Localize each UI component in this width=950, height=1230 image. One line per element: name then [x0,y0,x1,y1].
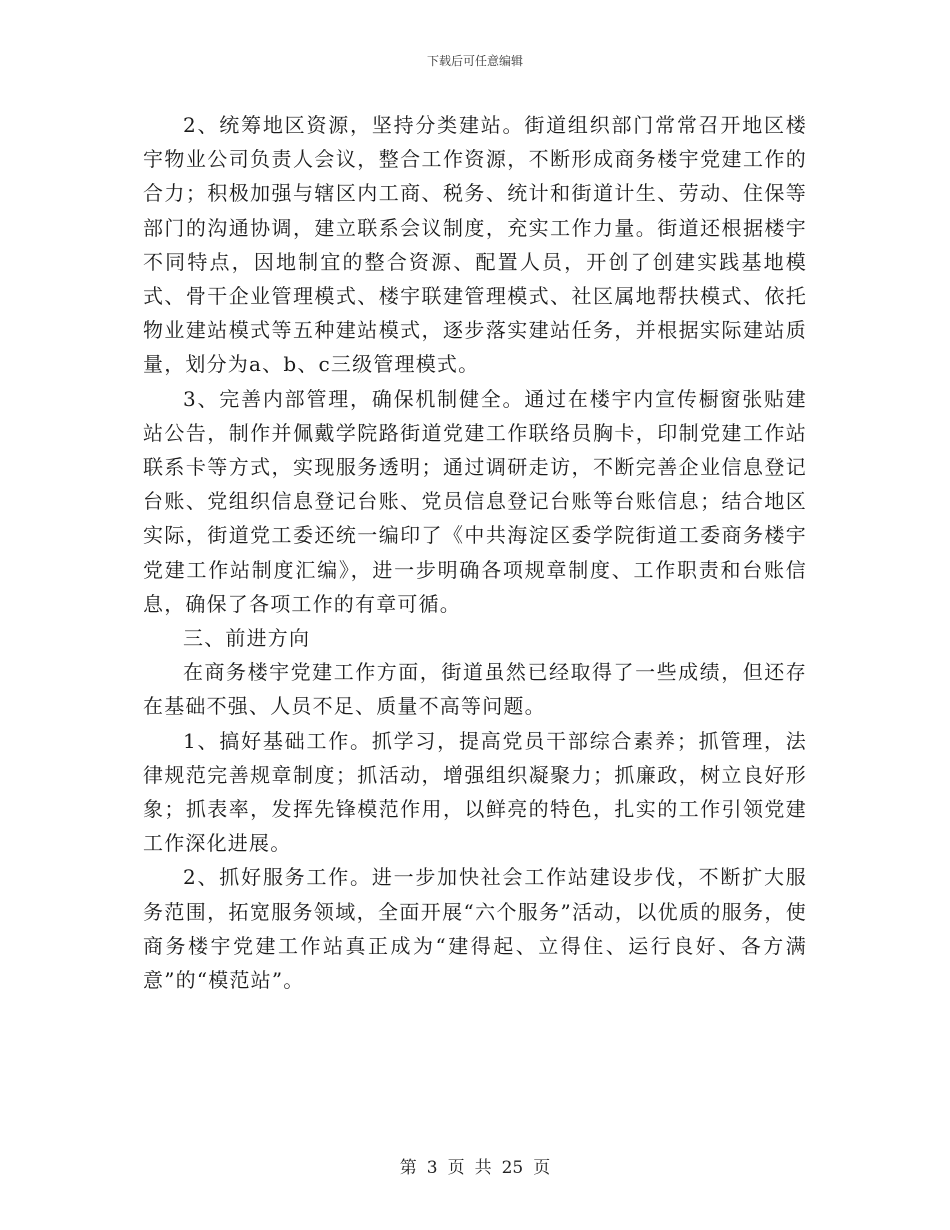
page-footer [0,1153,950,1178]
paragraph-service-work: 2、抓好服务工作。进一步加快社会工作站建设步伐，不断扩大服务范围，拓宽服务领域，全面开展“六个服务”活动，以优质的服务，使商务楼宇党建工作站真正成为“建得起、立得住、运行良好、各方满意”的“模范站”。 [143,865,807,993]
footer-page-label: 第 [399,1158,417,1178]
footer-total-pages: 25 [501,1158,524,1178]
footer-page-number: 3 [426,1158,438,1178]
footer-total-unit: 页 [533,1158,551,1178]
footer-total-label: 共 [474,1158,492,1178]
paragraph-resource-coordination: 2、统筹地区资源，坚持分类建站。街道组织部门常常召开地区楼宇物业公司负责人会议，整合工作资源，不断形成商务楼宇党建工作的合力；积极加强与辖区内工商、税务、统计和街道计生、劳动、住保等部门的沟通协调，建立联系会议制度，充实工作力量。街道还根据楼宇不同特点，因地制宜的整合资源、配置人员，开创了创建实践基地模式、骨干企业管理模式、楼宇联建管理模式、社区属地帮扶模式、依托物业建站模式等五种建站模式，逐步落实建站任务，并根据实际建站质量，划分为a、b、c三级管理模式。 [143,113,807,377]
page-header: 下载后可任意编辑 [426,54,523,68]
paragraph-internal-management: 3、完善内部管理，确保机制健全。通过在楼宇内宣传橱窗张贴建站公告，制作并佩戴学院路街道党建工作联络员胸卡，印制党建工作站联系卡等方式，实现服务透明；通过调研走访，不断完善企业信息登记台账、党组织信息登记台账、党员信息登记台账等台账信息；结合地区实际，街道党工委还统一编印了《中共海淀区委学院街道工委商务楼宇党建工作站制度汇编》，进一步明确各项规章制度、工作职责和台账信息，确保了各项工作的有章可循。 [143,386,807,616]
section-heading-direction: 三、前进方向 [183,626,311,651]
document-body [143,108,807,997]
paragraph-basic-work: 1、搞好基础工作。抓学习，提高党员干部综合素养；抓管理，法律规范完善规章制度；抓活动，增强组织凝聚力；抓廉政，树立良好形象；抓表率，发挥先锋模范作用，以鲜亮的特色，扎实的工作引领党建工作深化进展。 [143,728,807,856]
paragraph-problems: 在商务楼宇党建工作方面，街道虽然已经取得了一些成绩，但还存在基础不强、人员不足、质量不高等问题。 [143,660,807,719]
footer-page-unit: 页 [447,1158,465,1178]
